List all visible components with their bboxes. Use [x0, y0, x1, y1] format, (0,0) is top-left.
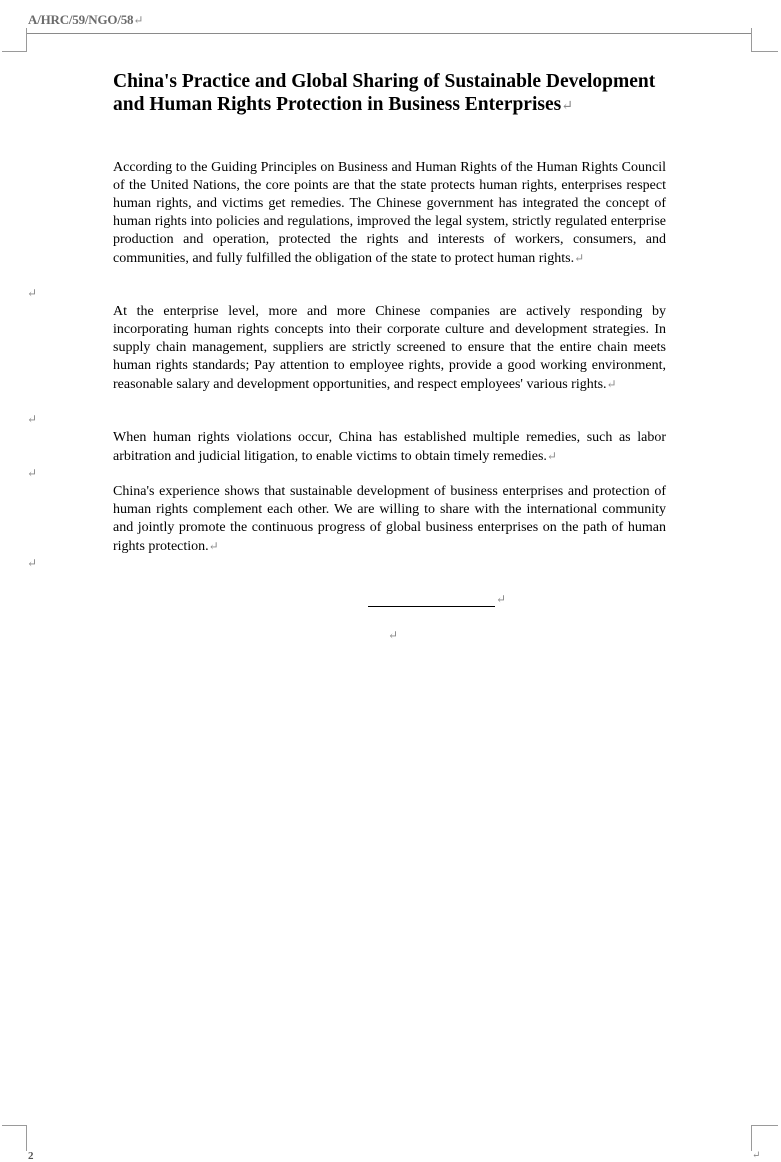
empty-paragraph-mark: ↵ [27, 466, 38, 480]
crop-mark-top-left-h [2, 51, 27, 52]
paragraph-mark: ↵ [133, 13, 144, 27]
paragraph-mark: ↵ [606, 377, 617, 391]
paragraph-4-text: China's experience shows that sustainable development of business enterprises and protection of human rights complement each other. We are willing to share with the international community and jointly promote the continuous progress of global business enterprises on the path of human rights protection. [113, 484, 666, 554]
crop-mark-bottom-right-v [751, 1125, 752, 1151]
paragraph-mark: ↵ [496, 592, 507, 606]
empty-paragraph-mark: ↵ [27, 286, 38, 300]
paragraph-mark: ↵ [208, 539, 219, 553]
paragraph-mark: ↵ [574, 251, 585, 265]
paragraph-mark: ↵ [546, 449, 557, 463]
paragraph-mark: ↵ [561, 98, 573, 114]
empty-paragraph-mark: ↵ [27, 556, 38, 570]
end-separator-line [368, 606, 495, 607]
header-rule [26, 33, 751, 34]
crop-mark-bottom-left-v [26, 1125, 27, 1151]
page-number: 2 [28, 1150, 34, 1162]
crop-mark-bottom-right-h [751, 1125, 778, 1126]
crop-mark-top-left-v [26, 28, 27, 52]
paragraph-2 [113, 303, 666, 394]
footer-paragraph-mark: ↵ [752, 1150, 761, 1161]
crop-mark-bottom-left-h [2, 1125, 27, 1126]
paragraph-4 [113, 483, 666, 556]
document-title [113, 71, 673, 118]
paragraph-3 [113, 429, 666, 466]
paragraph-2-text: At the enterprise level, more and more Chinese companies are actively responding by incorporating human rights concepts into their corporate culture and development strategies. In supply chain management, suppliers are strictly screened to ensure that the entire chain meets human rights standards; Pay attention to employee rights, provide a good working environment, reasonable salary and development opportunities, and respect employees' various rights. [113, 304, 666, 392]
paragraph-mark: ↵ [388, 628, 399, 642]
paragraph-1 [113, 159, 666, 268]
paragraph-1-text: According to the Guiding Principles on Business and Human Rights of the Human Rights Council of the United Nations, the core points are that the state protects human rights, enterprises respect human rights, and victims get remedies. The Chinese government has integrated the concept of human rights into policies and regulations, improved the legal system, strictly regulated enterprise production and operation, protected the rights and interests of workers, consumers, and communities, and fully fulfilled the obligation of the state to protect human rights. [113, 160, 666, 266]
document-symbol-text: A/HRC/59/NGO/58 [28, 12, 134, 27]
paragraph-3-text: When human rights violations occur, China has established multiple remedies, such as labor arbitration and judicial litigation, to enable victims to obtain timely remedies. [113, 430, 666, 464]
document-symbol [28, 12, 143, 28]
crop-mark-top-right-h [751, 51, 778, 52]
crop-mark-top-right-v [751, 28, 752, 52]
empty-paragraph-mark: ↵ [27, 412, 38, 426]
document-title-text: China's Practice and Global Sharing of Sustainable Development and Human Rights Protection in Business Enterprises [113, 71, 656, 115]
